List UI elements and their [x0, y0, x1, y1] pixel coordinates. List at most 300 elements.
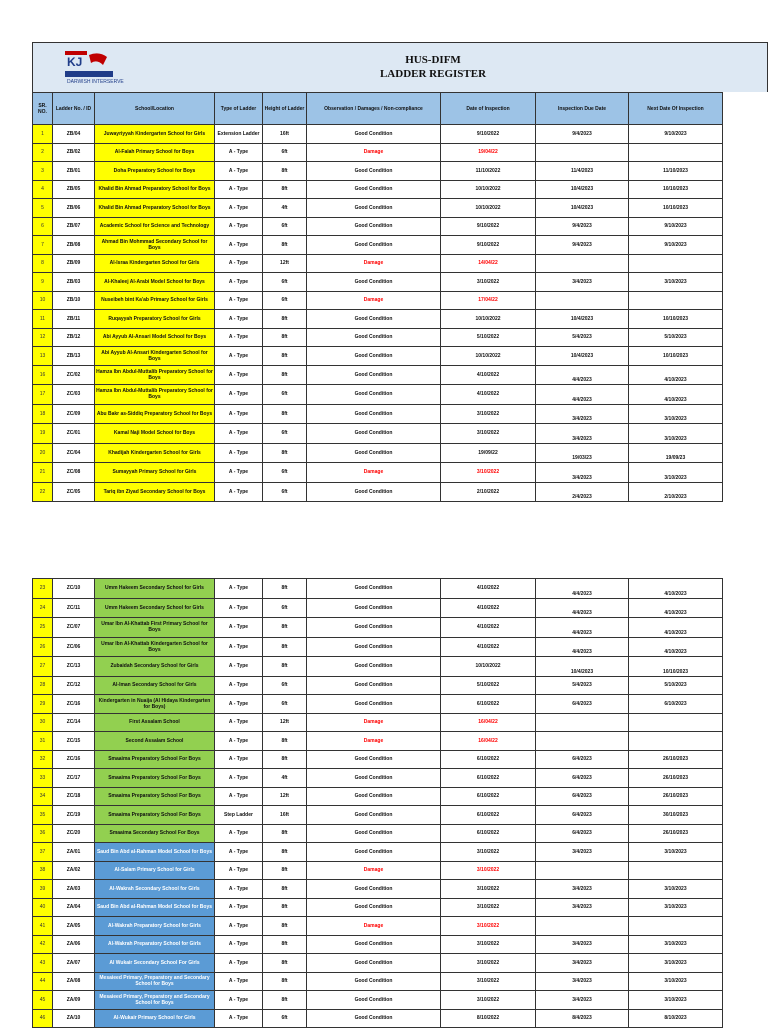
ladder-type-cell: A - Type — [215, 769, 263, 788]
due-date-cell: 4/4/2023 — [536, 579, 629, 599]
observation-cell: Good Condition — [307, 579, 441, 599]
due-date-cell: 9/4/2023 — [536, 217, 629, 236]
inspection-date-cell: 6/10/2022 — [441, 750, 536, 769]
table-row — [33, 598, 723, 618]
ladder-height-cell: 8ft — [263, 843, 307, 862]
ladder-id-cell: ZC/09 — [53, 404, 95, 424]
ladder-type-cell: A - Type — [215, 217, 263, 236]
due-date-cell: 6/4/2023 — [536, 787, 629, 806]
due-date-cell: 6/4/2023 — [536, 806, 629, 825]
sr-no-cell: 40 — [33, 898, 53, 917]
observation-cell: Good Condition — [307, 954, 441, 973]
school-cell: Khalid Bin Ahmad Preparatory School for Boys — [95, 180, 215, 199]
due-date-cell: 3/4/2023 — [536, 880, 629, 899]
observation-cell: Good Condition — [307, 598, 441, 618]
observation-cell: Good Condition — [307, 657, 441, 677]
inspection-date-cell: 3/10/2022 — [441, 917, 536, 936]
company-logo — [63, 49, 147, 87]
ladder-height-cell: 12ft — [263, 713, 307, 732]
inspection-date-cell: 5/10/2022 — [441, 328, 536, 347]
sr-no-cell: 37 — [33, 843, 53, 862]
sr-no-cell: 24 — [33, 598, 53, 618]
school-cell: Al-Wakrah Secondary School for Girls — [95, 880, 215, 899]
ladder-id-cell: ZA/04 — [53, 898, 95, 917]
table-row — [33, 713, 723, 732]
next-date-cell: 4/10/2023 — [629, 618, 723, 638]
ladder-height-cell: 4ft — [263, 199, 307, 218]
due-date-cell: 4/4/2023 — [536, 385, 629, 405]
inspection-date-cell: 4/10/2022 — [441, 365, 536, 385]
next-date-cell: 3/10/2023 — [629, 954, 723, 973]
table-row — [33, 972, 723, 991]
ladder-type-cell: A - Type — [215, 463, 263, 483]
school-cell: Smaaima Preparatory School For Boys — [95, 750, 215, 769]
sr-no-cell: 13 — [33, 347, 53, 366]
observation-cell: Good Condition — [307, 273, 441, 292]
inspection-date-cell: 6/10/2022 — [441, 769, 536, 788]
register-sheet — [32, 42, 768, 502]
ladder-type-cell: A - Type — [215, 787, 263, 806]
sr-no-cell: 22 — [33, 482, 53, 502]
ladder-height-cell: 6ft — [263, 143, 307, 162]
ladder-type-cell: A - Type — [215, 880, 263, 899]
ladder-height-cell: 8ft — [263, 579, 307, 599]
due-date-cell: 3/4/2023 — [536, 898, 629, 917]
ladder-height-cell: 8ft — [263, 991, 307, 1010]
sr-no-cell: 6 — [33, 217, 53, 236]
inspection-date-cell: 10/10/2022 — [441, 310, 536, 329]
due-date-cell: 4/4/2023 — [536, 637, 629, 657]
title-line-1: HUS-DIFM — [405, 54, 461, 66]
table-row — [33, 750, 723, 769]
observation-cell: Good Condition — [307, 787, 441, 806]
ladder-type-cell: A - Type — [215, 579, 263, 599]
observation-cell: Good Condition — [307, 162, 441, 181]
due-date-cell: 3/4/2023 — [536, 935, 629, 954]
inspection-date-cell: 3/10/2022 — [441, 954, 536, 973]
due-date-cell: 3/4/2023 — [536, 954, 629, 973]
next-date-cell: 9/10/2023 — [629, 125, 723, 144]
ladder-id-cell: ZA/03 — [53, 880, 95, 899]
next-date-cell: 6/10/2023 — [629, 695, 723, 714]
ladder-height-cell: 8ft — [263, 657, 307, 677]
ladder-type-cell: A - Type — [215, 404, 263, 424]
next-date-cell: 26/10/2023 — [629, 787, 723, 806]
ladder-id-cell: ZC/04 — [53, 443, 95, 463]
school-cell: Kamal Naji Model School for Boys — [95, 424, 215, 444]
next-date-cell — [629, 917, 723, 936]
observation-cell: Good Condition — [307, 898, 441, 917]
observation-cell: Good Condition — [307, 1009, 441, 1028]
inspection-date-cell: 4/10/2022 — [441, 598, 536, 618]
observation-cell: Good Condition — [307, 328, 441, 347]
ladder-type-cell: A - Type — [215, 843, 263, 862]
ladder-height-cell: 8ft — [263, 162, 307, 181]
school-cell: Umm Hakeem Secondary School for Girls — [95, 579, 215, 599]
observation-cell: Damage — [307, 291, 441, 310]
ladder-height-cell: 8ft — [263, 347, 307, 366]
ladder-id-cell: ZA/09 — [53, 991, 95, 1010]
ladder-type-cell: A - Type — [215, 143, 263, 162]
school-cell: Zubaidah Secondary School for Girls — [95, 657, 215, 677]
ladder-type-cell: Step Ladder — [215, 806, 263, 825]
due-date-cell — [536, 291, 629, 310]
due-date-cell — [536, 732, 629, 751]
ladder-height-cell: 6ft — [263, 463, 307, 483]
observation-cell: Damage — [307, 143, 441, 162]
next-date-cell: 3/10/2023 — [629, 273, 723, 292]
ladder-id-cell: ZA/06 — [53, 935, 95, 954]
ladder-id-cell: ZA/05 — [53, 917, 95, 936]
ladder-height-cell: 6ft — [263, 424, 307, 444]
ladder-type-cell: A - Type — [215, 162, 263, 181]
next-date-cell: 5/10/2023 — [629, 328, 723, 347]
ladder-type-cell: A - Type — [215, 385, 263, 405]
school-cell: Mesaieed Primary, Preparatory and Secondary School for Boys — [95, 972, 215, 991]
observation-cell: Good Condition — [307, 824, 441, 843]
observation-cell: Damage — [307, 732, 441, 751]
col-due-date: Inspection Due Date — [536, 93, 629, 125]
inspection-date-cell: 14/04/22 — [441, 254, 536, 273]
next-date-cell: 26/10/2023 — [629, 750, 723, 769]
ladder-type-cell: A - Type — [215, 713, 263, 732]
inspection-date-cell: 4/10/2022 — [441, 579, 536, 599]
table-1-body — [33, 125, 723, 502]
table-2-body — [33, 579, 723, 1028]
sr-no-cell: 5 — [33, 199, 53, 218]
observation-cell: Good Condition — [307, 676, 441, 695]
ladder-id-cell: ZB/06 — [53, 199, 95, 218]
inspection-date-cell: 4/10/2022 — [441, 618, 536, 638]
next-date-cell: 4/10/2023 — [629, 579, 723, 599]
table-row — [33, 787, 723, 806]
school-cell: Al-Wakrah Preparatory School for Girls — [95, 917, 215, 936]
observation-cell: Good Condition — [307, 991, 441, 1010]
sr-no-cell: 38 — [33, 861, 53, 880]
ladder-id-cell: ZB/02 — [53, 143, 95, 162]
next-date-cell: 30/10/2023 — [629, 806, 723, 825]
sr-no-cell: 26 — [33, 637, 53, 657]
ladder-table-1 — [32, 92, 723, 502]
school-cell: Umar Ibn Al-Khattab First Primary School for Boys — [95, 618, 215, 638]
school-cell: Al-Israa Kindergarten School for Girls — [95, 254, 215, 273]
sr-no-cell: 17 — [33, 385, 53, 405]
due-date-cell: 19/03/23 — [536, 443, 629, 463]
observation-cell: Good Condition — [307, 935, 441, 954]
table-row — [33, 880, 723, 899]
observation-cell: Good Condition — [307, 972, 441, 991]
school-cell: Hamza Ibn Abdul-Muttalib Preparatory School for Boys — [95, 365, 215, 385]
ladder-height-cell: 8ft — [263, 824, 307, 843]
next-date-cell: 10/10/2023 — [629, 657, 723, 677]
ladder-id-cell: ZB/01 — [53, 162, 95, 181]
table-row — [33, 618, 723, 638]
school-cell: Khalid Bin Ahmad Preparatory School for Boys — [95, 199, 215, 218]
sr-no-cell: 31 — [33, 732, 53, 751]
ladder-id-cell: ZB/03 — [53, 273, 95, 292]
school-cell: Smaaima Secondary School For Boys — [95, 824, 215, 843]
ladder-type-cell: A - Type — [215, 365, 263, 385]
observation-cell: Damage — [307, 917, 441, 936]
sr-no-cell: 19 — [33, 424, 53, 444]
inspection-date-cell: 19/09/22 — [441, 443, 536, 463]
next-date-cell: 4/10/2023 — [629, 637, 723, 657]
school-cell: Umar Ibn Al-Khattab Kindergarten School for Boys — [95, 637, 215, 657]
next-date-cell: 9/10/2023 — [629, 217, 723, 236]
ladder-type-cell: A - Type — [215, 935, 263, 954]
ladder-height-cell: 12ft — [263, 787, 307, 806]
table-row — [33, 385, 723, 405]
sr-no-cell: 43 — [33, 954, 53, 973]
inspection-date-cell: 3/10/2022 — [441, 972, 536, 991]
ladder-type-cell: A - Type — [215, 347, 263, 366]
sr-no-cell: 44 — [33, 972, 53, 991]
sr-no-cell: 42 — [33, 935, 53, 954]
due-date-cell: 6/4/2023 — [536, 769, 629, 788]
ladder-id-cell: ZC/17 — [53, 769, 95, 788]
table-row — [33, 732, 723, 751]
table-row — [33, 273, 723, 292]
sr-no-cell: 12 — [33, 328, 53, 347]
next-date-cell: 9/10/2023 — [629, 236, 723, 255]
next-date-cell: 4/10/2023 — [629, 385, 723, 405]
ladder-height-cell: 8ft — [263, 732, 307, 751]
table-row — [33, 463, 723, 483]
ladder-id-cell: ZC/02 — [53, 365, 95, 385]
table-row — [33, 365, 723, 385]
table-row — [33, 954, 723, 973]
ladder-type-cell: A - Type — [215, 732, 263, 751]
table-row — [33, 769, 723, 788]
ladder-id-cell: ZC/12 — [53, 676, 95, 695]
next-date-cell: 10/10/2023 — [629, 347, 723, 366]
ladder-type-cell: A - Type — [215, 424, 263, 444]
ladder-height-cell: 6ft — [263, 385, 307, 405]
ladder-id-cell: ZA/01 — [53, 843, 95, 862]
ladder-type-cell: A - Type — [215, 199, 263, 218]
ladder-height-cell: 8ft — [263, 180, 307, 199]
due-date-cell: 3/4/2023 — [536, 463, 629, 483]
sr-no-cell: 10 — [33, 291, 53, 310]
next-date-cell: 26/10/2023 — [629, 824, 723, 843]
ladder-type-cell: A - Type — [215, 618, 263, 638]
next-date-cell — [629, 291, 723, 310]
table-row — [33, 917, 723, 936]
inspection-date-cell: 3/10/2022 — [441, 424, 536, 444]
ladder-height-cell: 8ft — [263, 880, 307, 899]
observation-cell: Good Condition — [307, 880, 441, 899]
ladder-height-cell: 8ft — [263, 618, 307, 638]
inspection-date-cell: 3/10/2022 — [441, 463, 536, 483]
ladder-table-2 — [32, 578, 723, 1028]
ladder-id-cell: ZA/02 — [53, 861, 95, 880]
col-ladder-height: Height of Ladder — [263, 93, 307, 125]
sr-no-cell: 2 — [33, 143, 53, 162]
next-date-cell: 3/10/2023 — [629, 972, 723, 991]
inspection-date-cell: 2/10/2022 — [441, 482, 536, 502]
due-date-cell: 4/4/2023 — [536, 365, 629, 385]
table-row — [33, 657, 723, 677]
sr-no-cell: 21 — [33, 463, 53, 483]
ladder-id-cell: ZC/14 — [53, 713, 95, 732]
table-header-row — [33, 93, 723, 125]
due-date-cell: 10/4/2023 — [536, 199, 629, 218]
school-cell: Al-Salam Primary School for Girls — [95, 861, 215, 880]
due-date-cell: 2/4/2023 — [536, 482, 629, 502]
table-row — [33, 482, 723, 502]
due-date-cell: 4/4/2023 — [536, 598, 629, 618]
next-date-cell — [629, 254, 723, 273]
ladder-type-cell: A - Type — [215, 917, 263, 936]
table-row — [33, 162, 723, 181]
logo-text: DARWISH INTERSERVE — [67, 79, 124, 85]
ladder-id-cell: ZB/12 — [53, 328, 95, 347]
observation-cell: Good Condition — [307, 769, 441, 788]
ladder-type-cell: A - Type — [215, 291, 263, 310]
inspection-date-cell: 6/10/2022 — [441, 824, 536, 843]
next-date-cell: 3/10/2023 — [629, 463, 723, 483]
ladder-id-cell: ZB/11 — [53, 310, 95, 329]
school-cell: Umm Hakeem Secondary School for Girls — [95, 598, 215, 618]
ladder-id-cell: ZB/04 — [53, 125, 95, 144]
table-row — [33, 861, 723, 880]
due-date-cell: 8/4/2023 — [536, 1009, 629, 1028]
next-date-cell: 4/10/2023 — [629, 598, 723, 618]
school-cell: Mesaieed Primary, Preparatory and Secondary School for Boys — [95, 991, 215, 1010]
ladder-id-cell: ZC/18 — [53, 787, 95, 806]
ladder-type-cell: A - Type — [215, 676, 263, 695]
observation-cell: Good Condition — [307, 695, 441, 714]
due-date-cell — [536, 917, 629, 936]
table-row — [33, 328, 723, 347]
school-cell: Doha Preparatory School for Boys — [95, 162, 215, 181]
table-row — [33, 143, 723, 162]
table-row — [33, 935, 723, 954]
ladder-id-cell: ZC/06 — [53, 637, 95, 657]
due-date-cell: 6/4/2023 — [536, 750, 629, 769]
table-row — [33, 291, 723, 310]
ladder-height-cell: 8ft — [263, 935, 307, 954]
next-date-cell: 3/10/2023 — [629, 935, 723, 954]
col-inspection-date: Date of Inspection — [441, 93, 536, 125]
observation-cell: Good Condition — [307, 750, 441, 769]
school-cell: Juwayriyyah Kindergarten School for Girls — [95, 125, 215, 144]
ladder-height-cell: 4ft — [263, 769, 307, 788]
sr-no-cell: 29 — [33, 695, 53, 714]
table-row — [33, 236, 723, 255]
due-date-cell: 9/4/2023 — [536, 236, 629, 255]
school-cell: Smaaima Preparatory School For Boys — [95, 806, 215, 825]
table-row — [33, 637, 723, 657]
school-cell: Kindergarten in Nuaija (Al Hidaya Kindergarten for Boys) — [95, 695, 215, 714]
ladder-height-cell: 6ft — [263, 695, 307, 714]
ladder-id-cell: ZC/05 — [53, 482, 95, 502]
inspection-date-cell: 16/04/22 — [441, 713, 536, 732]
ladder-height-cell: 6ft — [263, 598, 307, 618]
inspection-date-cell: 4/10/2022 — [441, 637, 536, 657]
sr-no-cell: 18 — [33, 404, 53, 424]
table-row — [33, 991, 723, 1010]
table-row — [33, 424, 723, 444]
ladder-id-cell: ZB/08 — [53, 236, 95, 255]
table-row — [33, 579, 723, 599]
next-date-cell: 11/10/2023 — [629, 162, 723, 181]
school-cell: Al-Falah Primary School for Boys — [95, 143, 215, 162]
table-row — [33, 806, 723, 825]
inspection-date-cell: 11/10/2022 — [441, 162, 536, 181]
observation-cell: Good Condition — [307, 424, 441, 444]
sr-no-cell: 7 — [33, 236, 53, 255]
school-cell: Abu Bakr as-Siddiq Preparatory School for Boys — [95, 404, 215, 424]
observation-cell: Good Condition — [307, 310, 441, 329]
col-sr-no: SR. NO. — [33, 93, 53, 125]
school-cell: Abi Ayyub Al-Ansari Model School for Boys — [95, 328, 215, 347]
school-cell: Khadijah Kindergarten School for Girls — [95, 443, 215, 463]
ladder-height-cell: 8ft — [263, 972, 307, 991]
sr-no-cell: 36 — [33, 824, 53, 843]
next-date-cell: 3/10/2023 — [629, 898, 723, 917]
observation-cell: Good Condition — [307, 347, 441, 366]
ladder-height-cell: 8ft — [263, 310, 307, 329]
due-date-cell: 6/4/2023 — [536, 824, 629, 843]
ladder-id-cell: ZC/20 — [53, 824, 95, 843]
inspection-date-cell: 5/10/2022 — [441, 676, 536, 695]
ladder-height-cell: 8ft — [263, 750, 307, 769]
sr-no-cell: 23 — [33, 579, 53, 599]
sr-no-cell: 16 — [33, 365, 53, 385]
school-cell: Smaaima Preparatory School For Boys — [95, 787, 215, 806]
observation-cell: Good Condition — [307, 199, 441, 218]
inspection-date-cell: 8/10/2022 — [441, 1009, 536, 1028]
sr-no-cell: 30 — [33, 713, 53, 732]
inspection-date-cell: 6/10/2022 — [441, 787, 536, 806]
sr-no-cell: 45 — [33, 991, 53, 1010]
due-date-cell: 5/4/2023 — [536, 328, 629, 347]
due-date-cell: 10/4/2023 — [536, 310, 629, 329]
ladder-type-cell: A - Type — [215, 482, 263, 502]
ladder-id-cell: ZC/16 — [53, 750, 95, 769]
inspection-date-cell: 17/04/22 — [441, 291, 536, 310]
table-row — [33, 254, 723, 273]
table-row — [33, 217, 723, 236]
ladder-height-cell: 8ft — [263, 443, 307, 463]
inspection-date-cell: 16/04/22 — [441, 732, 536, 751]
school-cell: Ahmad Bin Mohmmad Secondary School for Boys — [95, 236, 215, 255]
ladder-type-cell: A - Type — [215, 824, 263, 843]
school-cell: Al-Iman Secondary School for Girls — [95, 676, 215, 695]
ladder-id-cell: ZB/13 — [53, 347, 95, 366]
sr-no-cell: 25 — [33, 618, 53, 638]
observation-cell: Damage — [307, 861, 441, 880]
title-line-2: LADDER REGISTER — [379, 68, 487, 80]
ladder-type-cell: A - Type — [215, 861, 263, 880]
ladder-type-cell: A - Type — [215, 328, 263, 347]
ladder-height-cell: 6ft — [263, 273, 307, 292]
next-date-cell: 4/10/2023 — [629, 365, 723, 385]
ladder-id-cell: ZC/03 — [53, 385, 95, 405]
due-date-cell: 3/4/2023 — [536, 991, 629, 1010]
inspection-date-cell: 9/10/2022 — [441, 236, 536, 255]
ladder-id-cell: ZB/05 — [53, 180, 95, 199]
next-date-cell — [629, 732, 723, 751]
sr-no-cell: 34 — [33, 787, 53, 806]
observation-cell: Good Condition — [307, 180, 441, 199]
observation-cell: Good Condition — [307, 443, 441, 463]
school-cell: Al Wukair Secondary School For Girls — [95, 954, 215, 973]
ladder-id-cell: ZC/11 — [53, 598, 95, 618]
inspection-date-cell: 3/10/2022 — [441, 935, 536, 954]
inspection-date-cell: 3/10/2022 — [441, 880, 536, 899]
